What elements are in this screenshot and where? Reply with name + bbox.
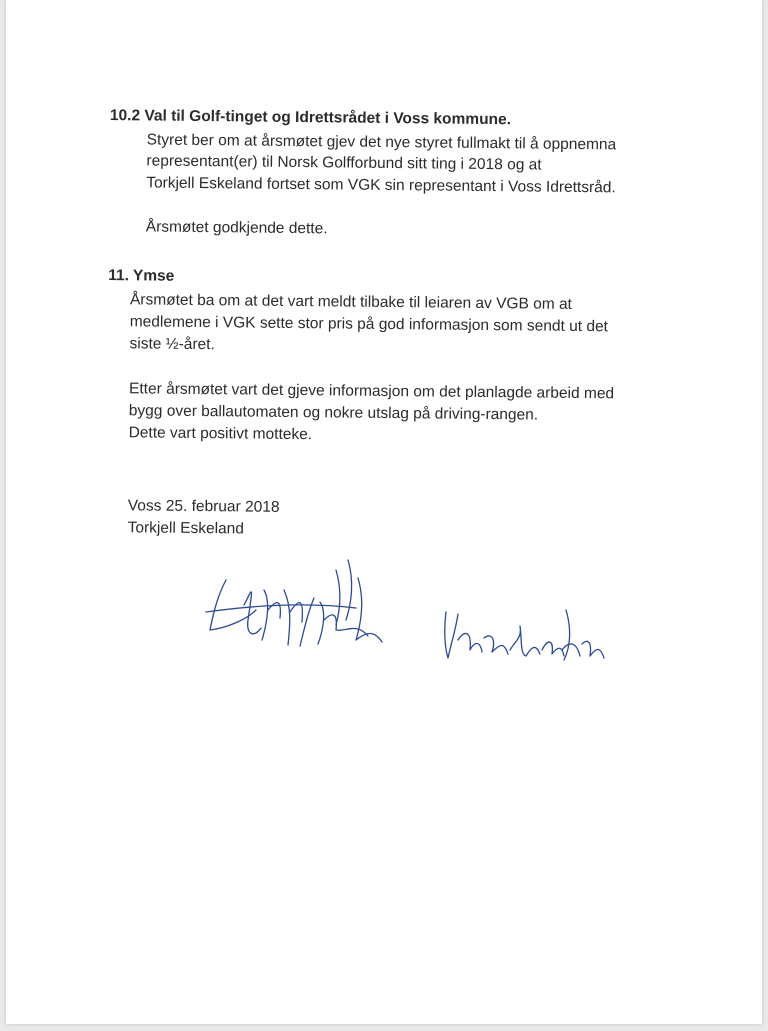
section-heading-10-2: 10.2 Val til Golf-tinget og Idrettsrådet i Voss kommune.	[109, 107, 512, 129]
document-page	[6, 0, 762, 1024]
signature-right-image	[436, 600, 616, 670]
section-heading-11: 11. Ymse	[108, 267, 175, 285]
section-11-p1-line-3: siste ½-året.	[129, 335, 215, 354]
section-10-2-approval: Årsmøtet godkjende dette.	[145, 218, 328, 238]
section-11-p1-line-2: medlemene i VGK sette stor pris på god informasjon som sendt ut det	[129, 313, 609, 336]
section-11-p2-line-2: bygg over ballautomaten og nokre utslag på driving-rangen.	[128, 402, 539, 424]
section-10-2-line-1: Styret ber om at årsmøtet gjev det nye styret fullmakt til å oppnemna	[146, 131, 617, 154]
closing-place-date: Voss 25. februar 2018	[127, 497, 280, 516]
section-11-p1-line-1: Årsmøtet ba om at det vart meldt tilbake til leiaren av VGB om at	[129, 291, 573, 313]
section-10-2-line-2: representant(er) til Norsk Golfforbund sitt ting i 2018 og at	[146, 152, 542, 174]
closing-name: Torkjell Eskeland	[127, 519, 245, 538]
section-10-2-line-3: Torkjell Eskeland fortset som VGK sin representant i Voss Idrettsråd.	[146, 174, 616, 197]
section-11-p2-line-1: Etter årsmøtet vart det gjeve informasjon om det planlagde arbeid med	[128, 380, 615, 403]
signature-left-image	[196, 550, 396, 665]
section-11-p2-line-3: Dette vart positivt motteke.	[128, 424, 313, 444]
